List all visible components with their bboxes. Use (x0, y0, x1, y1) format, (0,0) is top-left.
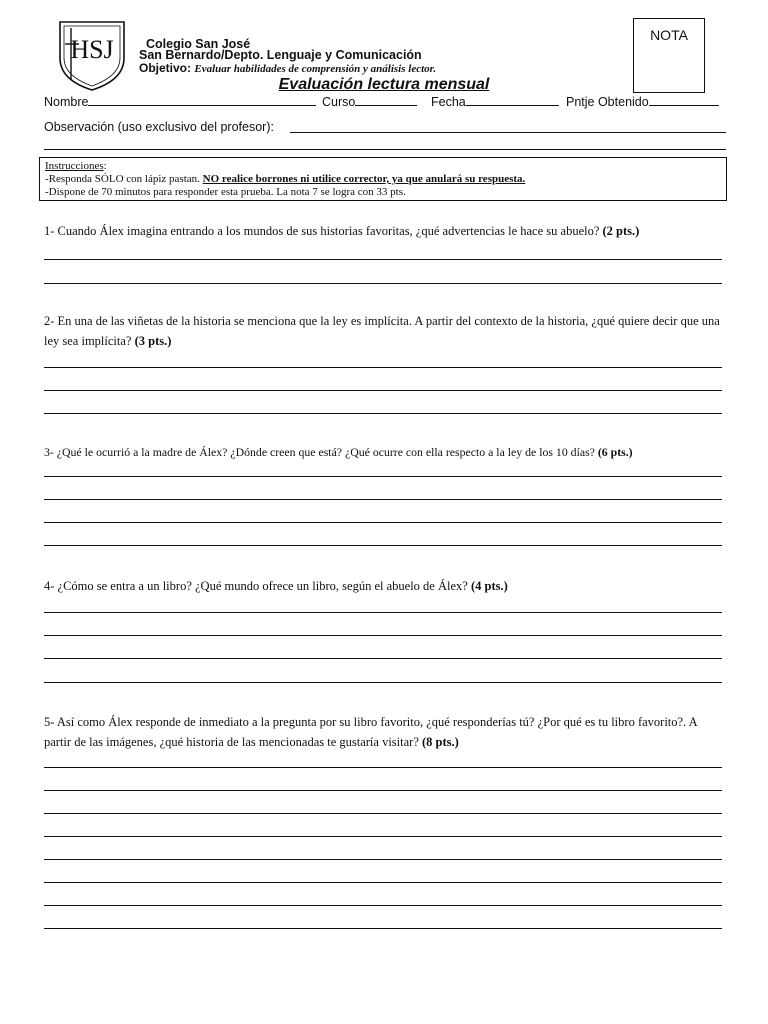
date-field[interactable] (431, 95, 559, 109)
instructions-box: Instrucciones: -Responda SÓLO con lápiz pastan. NO realice borrones ni utilice corrector, ya que anulará su respuesta. -Dispone de 70 minutos para responder esta prueba. La nota 7 se logra con 33 pts. (39, 157, 727, 201)
question-points: (3 pts.) (134, 334, 172, 348)
question-text: 5- Así como Álex responde de inmediato a la pregunta por su libro favorito, ¿qué responderías tú? ¿Por qué es tu libro favorito?. A partir de las imágenes, ¿qué historia de las mencionadas te gustaría visitar? (44, 715, 697, 749)
answer-line[interactable] (44, 682, 722, 683)
course-field[interactable] (322, 95, 417, 109)
answer-line[interactable] (44, 905, 722, 906)
answer-line[interactable] (44, 522, 722, 523)
question-text: 2- En una de las viñetas de la historia se menciona que la ley es implícita. A partir del contexto de la historia, ¿qué quiere decir que una ley sea implícita? (44, 314, 720, 348)
answer-line[interactable] (44, 545, 722, 546)
answer-line[interactable] (44, 367, 722, 368)
question-points: (8 pts.) (422, 735, 459, 749)
logo-initials: HSJ (70, 35, 114, 64)
answer-line[interactable] (44, 283, 722, 284)
question-4 (44, 576, 724, 596)
answer-line[interactable] (44, 499, 722, 500)
instructions-line-2: -Dispone de 70 minutos para responder esta prueba. La nota 7 se logra con 33 pts. (45, 186, 406, 198)
date-label: Fecha (431, 95, 466, 109)
question-5 (44, 712, 724, 752)
instructions-warning: NO realice borrones ni utilice corrector, ya que anulará su respuesta. (202, 173, 526, 185)
answer-line[interactable] (44, 259, 722, 260)
question-points: (4 pts.) (470, 579, 508, 593)
question-text: 4- ¿Cómo se entra a un libro? ¿Qué mundo ofrece un libro, según el abuelo de Álex? (44, 579, 468, 593)
grade-label: NOTA (650, 27, 688, 43)
observation-line-1[interactable] (290, 132, 726, 133)
answer-line[interactable] (44, 813, 722, 814)
answer-line[interactable] (44, 658, 722, 659)
name-field[interactable] (44, 95, 316, 109)
objective-text: Evaluar habilidades de comprensión y análisis lector. (194, 63, 437, 75)
answer-line[interactable] (44, 767, 722, 768)
observation-label: Observación (uso exclusivo del profesor): (44, 120, 274, 134)
answer-line[interactable] (44, 790, 722, 791)
answer-line[interactable] (44, 390, 722, 391)
answer-line[interactable] (44, 612, 722, 613)
question-text: 3- ¿Qué le ocurrió a la madre de Álex? ¿Dónde creen que está? ¿Qué ocurre con ella respecto a la ley de los 10 días? (44, 445, 595, 459)
answer-line[interactable] (44, 859, 722, 860)
observation-line-2[interactable] (44, 149, 726, 150)
answer-line[interactable] (44, 836, 722, 837)
answer-line[interactable] (44, 413, 722, 414)
name-label: Nombre (44, 95, 89, 109)
school-department: San Bernardo/Depto. Lenguaje y Comunicación (139, 48, 422, 62)
answer-line[interactable] (44, 635, 722, 636)
school-name: Colegio San José (146, 37, 251, 51)
instructions-title: Instrucciones (45, 160, 104, 172)
answer-line[interactable] (44, 476, 722, 477)
question-1 (44, 221, 724, 241)
objective (139, 61, 436, 75)
question-text: 1- Cuando Álex imagina entrando a los mundos de sus historias favoritas, ¿qué advertencias le hace su abuelo? (44, 224, 600, 238)
question-3 (44, 442, 724, 462)
question-points: (2 pts.) (602, 224, 640, 238)
question-2 (44, 311, 724, 351)
score-field[interactable] (566, 95, 719, 109)
score-label: Pntje Obtenido (566, 95, 649, 109)
instructions-line-1: -Responda SÓLO con lápiz pastan. (45, 173, 200, 185)
answer-line[interactable] (44, 882, 722, 883)
page-title: Evaluación lectura mensual (278, 76, 490, 93)
answer-line[interactable] (44, 928, 722, 929)
course-label: Curso (322, 95, 356, 109)
question-points: (6 pts.) (597, 445, 633, 459)
objective-label: Objetivo: (139, 61, 192, 75)
